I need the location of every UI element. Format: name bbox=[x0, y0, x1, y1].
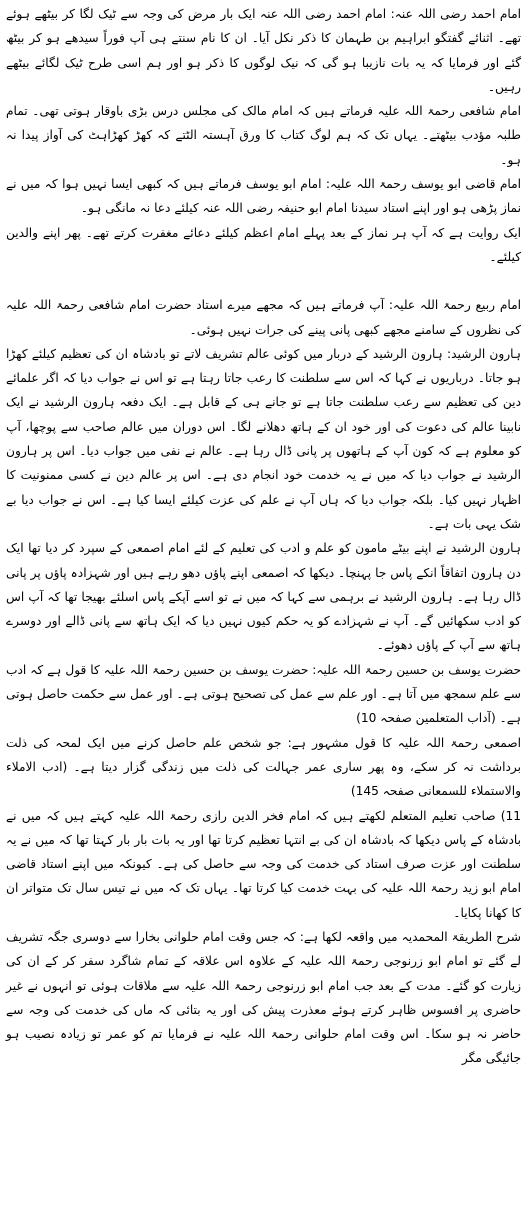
paragraph-imam-shafii: امام شافعی رحمۃ اللہ علیہ فرماتے ہیں کہ امام مالک کی مجلس درس بڑی باوقار ہوتی تھی۔ تمام طلبہ مؤدب بیٹھتے۔ یہاں تک کہ ہم لوگ کتاب کا ورق آہستہ الٹتے کہ کھڑ کھڑاہٹ کی آواز پیدا نہ ہو۔ bbox=[6, 104, 521, 167]
paragraph-fakhr-razi: 11) صاحب تعلیم المتعلم لکھتے ہیں کہ امام فخر الدین رازی رحمۃ اللہ علیہ کہتے ہیں کہ میں نے بادشاہ کے پاس دیکھا کہ بادشاہ ان کی بے انتہا تعظیم کرتا تھا اور یہ بات بار بار کہتا تھا کہ میں نے یہ سلطنت اور عزت صرف استاد کی خدمت کی وجہ سے حاصل کی ہے۔ کیونکہ میں اپنے استاد قاضی امام ابو زید رحمۃ اللہ علیہ کی بہت خدمت کیا کرتا تھا۔ یہاں تک کہ میں نے تیس سال تک متواتر ان کا کھانا پکایا۔ bbox=[6, 808, 521, 920]
paragraph-harun-rashid: ہارون الرشید: ہارون الرشید کے دربار میں کوئی عالم تشریف لاتے تو بادشاہ ان کی تعظیم کیلئے کھڑا ہو جاتا۔ درباریوں نے کہا کہ اس سے سلطنت کا رعب جاتا رہتا ہے تو اس نے جواب دیا کہ اگر علمائے دین کی تعظیم سے رعب سلطنت جاتا ہے تو جانے ہی کے قابل ہے۔ ایک دفعہ ہارون الرشید نے ایک نابینا عالم کی دعوت کی اور خود ان کے ہاتھ دھلانے لگا۔ اس دوران میں عالم صاحب سے پوچھا، آپ کو معلوم ہے کہ کون آپ کے ہاتھوں پر پانی ڈال رہا ہے۔ عالم نے نفی میں جواب دیا۔ اس پر ہارون الرشید نے جواب دیا کہ میں نے یہ خدمت خود انجام دی ہے۔ اس پر عالم دین نے کسی ممنونیت کا اظہار نہیں کیا۔ بلکہ جواب دیا کہ ہاں آپ نے علم کی عزت کیلئے ایسا کیا ہے۔ اس نے جواب دیا بے شک یہی بات ہے۔ bbox=[6, 346, 521, 531]
paragraph-imam-rabi: امام ربیع رحمۃ اللہ علیہ: آپ فرماتے ہیں کہ مجھے میرے استاد حضرت امام شافعی رحمۃ اللہ علیہ کی نظروں کے سامنے مجھے کبھی پانی پینے کی جرات نہیں ہوئی۔ bbox=[6, 298, 521, 337]
paragraph-yusuf-bin-husain: حضرت یوسف بن حسین رحمۃ اللہ علیہ: حضرت یوسف بن حسین رحمۃ اللہ علیہ کا قول ہے کہ ادب سے علم سمجھ میں آتا ہے۔ اور علم سے عمل کی تصحیح ہوتی ہے۔ اور عمل سے حکمت حاصل ہوتی ہے۔ (آداب المتعلمین صفحہ 10) bbox=[6, 662, 521, 726]
paragraph-harun-mamun: ہارون الرشید نے اپنے بیٹے مامون کو علم و ادب کی تعلیم کے لئے امام اصمعی کے سپرد کر دیا تھا ایک دن ہارون اتفاقاً انکے پاس جا پہنچا۔ دیکھا کہ اصمعی اپنے پاؤں دھو رہے ہیں اور شہزادہ پاؤں پر پانی ڈال رہا ہے۔ ہارون الرشید نے برہمی سے کہا کہ میں نے تو اسے آپکے پاس اسلئے بھیجا تھا کہ آپ اس کو ادب سکھائیں گے۔ آپ نے شہزادے کو یہ حکم کیوں نہیں دیا کہ ایک ہاتھ سے پانی ڈالے اور دوسرے ہاتھ سے آپ کے پاؤں دھوئے۔ bbox=[6, 541, 521, 653]
paragraph-asmai: اصمعی رحمۃ اللہ علیہ کا قول مشہور ہے: جو شخص علم حاصل کرنے میں ایک لمحہ کی ذلت برداشت نہ کر سکے، وہ پھر ساری عمر جہالت کی ذلت میں زندگی گزار دیتا ہے۔ (ادب الاملاء والاستملاء للسمعانی صفحہ 145) bbox=[6, 735, 521, 799]
paragraph-dua-riwayat: ایک روایت ہے کہ آپ ہر نماز کے بعد پہلے امام اعظم کیلئے دعائے مغفرت کرتے تھے۔ پھر اپنے والدین کیلئے۔ bbox=[6, 225, 521, 264]
paragraph-abu-yusuf: امام قاضی ابو یوسف رحمۃ اللہ علیہ: امام ابو یوسف فرماتے ہیں کہ کبھی ایسا نہیں ہوا کہ میں نے نماز پڑھی ہو اور اپنے استاد سیدنا امام ابو حنیفہ رضی اللہ عنہ کیلئے دعا نہ مانگی ہو۔ bbox=[6, 177, 521, 216]
paragraph-imam-ahmad: امام احمد رضی اللہ عنہ: امام احمد رضی اللہ عنہ ایک بار مرض کی وجہ سے ٹیک لگا کر بیٹھے ہوئے تھے۔ اثنائے گفتگو ابراہیم بن طہمان کا ذکر نکل آیا۔ ان کا نام سنتے ہی آپ فوراً سیدھے ہو کر بیٹھ گئے اور فرمایا کہ یہ بات نازیبا ہو گی کہ نیک لوگوں کا ذکر ہو اور ہم اسی طرح ٹیک لگائے بیٹھے رہیں۔ bbox=[6, 7, 521, 94]
paragraph-imam-halwani: شرح الطریقۃ المحمدیہ میں واقعہ لکھا ہے: کہ جس وقت امام حلوانی بخارا سے دوسری جگہ تشریف لے گئے تو امام ابو زرنوجی رحمۃ اللہ علیہ کے علاوہ اس علاقہ کے تمام شاگرد سفر کر کے ان کی زیارت کو گئے۔ مدت کے بعد جب امام ابو زرنوجی رحمۃ اللہ علیہ سے ملاقات ہوئی تو انہوں نے غیر حاضری پر افسوس ظاہر کرتے ہوئے معذرت پیش کی اور یہ بتائی کہ ماں کی خدمت کی وجہ سے حاضر نہ ہو سکا۔ اس وقت امام حلوانی رحمۃ اللہ علیہ نے فرمایا تم کو عمر تو زیادہ نصیب ہو جائیگی مگر bbox=[6, 929, 521, 1066]
paragraph-spacer bbox=[6, 269, 521, 293]
